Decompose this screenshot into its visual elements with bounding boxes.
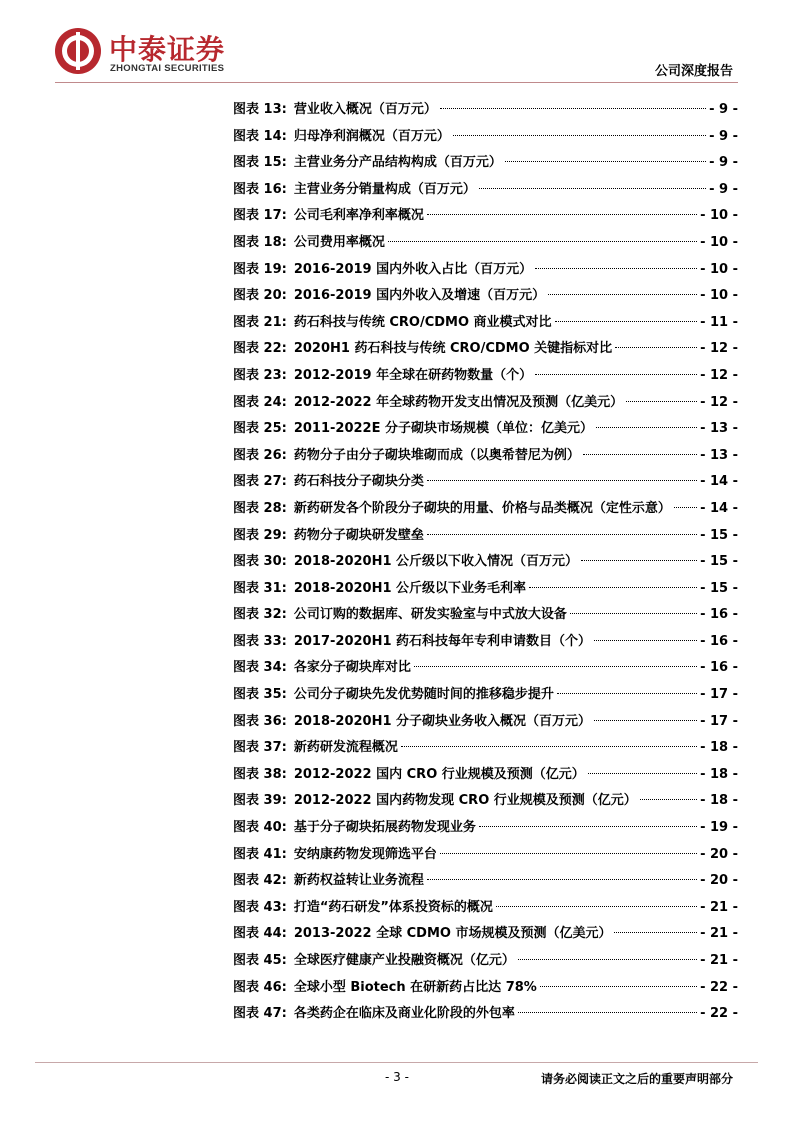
toc-dot-leader [388, 241, 697, 242]
toc-entry[interactable] [233, 577, 738, 604]
toc-entry-title: 2016-2019 国内外收入及增速（百万元） [293, 288, 546, 304]
toc-entry-number: 图表 33: [233, 633, 287, 649]
toc-entry-title: 2011-2022E 分子砌块市场规模（单位：亿美元） [293, 421, 593, 437]
toc-entry-number: 图表 31: [233, 580, 287, 596]
toc-entry[interactable] [233, 258, 738, 285]
toc-entry-title: 公司费用率概况 [293, 234, 385, 250]
company-logo [55, 24, 255, 84]
toc-entry-number: 图表 42: [233, 873, 287, 889]
toc-entry-title: 2012-2022 国内 CRO 行业规模及预测（亿元） [293, 766, 585, 782]
toc-entry-page: - 21 - [700, 926, 738, 942]
toc-entry-number: 图表 26: [233, 447, 287, 463]
toc-entry-number: 图表 34: [233, 660, 287, 676]
toc-entry[interactable] [233, 683, 738, 710]
toc-entry-number: 图表 35: [233, 687, 287, 703]
toc-entry-number: 图表 27: [233, 474, 287, 490]
toc-entry-title: 2018-2020H1 公斤级以下收入情况（百万元） [293, 554, 579, 570]
toc-dot-leader [427, 480, 697, 481]
toc-entry-page: - 11 - [700, 314, 738, 330]
toc-entry-page: - 22 - [700, 1006, 738, 1022]
toc-entry-number: 图表 29: [233, 527, 287, 543]
toc-dot-leader [529, 587, 697, 588]
disclaimer-note: 请务必阅读正文之后的重要声明部分 [540, 1072, 733, 1086]
toc-entry-number: 图表 18: [233, 234, 287, 250]
toc-entry-number: 图表 13: [233, 102, 287, 117]
toc-entry-number: 图表 23: [233, 367, 287, 383]
toc-entry-page: - 20 - [700, 846, 738, 862]
toc-entry-page: - 16 - [700, 660, 738, 676]
toc-entry-number: 图表 47: [233, 1006, 287, 1022]
toc-entry-title: 药物分子由分子砌块堆砌而成（以奥希替尼为例） [293, 447, 580, 463]
toc-entry-number: 图表 17: [233, 208, 287, 224]
toc-dot-leader [588, 773, 697, 774]
toc-entry[interactable] [233, 976, 738, 1003]
toc-entry-title: 公司订购的数据库、研发实验室与中式放大设备 [293, 607, 567, 623]
toc-entry[interactable] [233, 311, 738, 338]
toc-entry-number: 图表 24: [233, 394, 287, 410]
header-divider [55, 82, 738, 83]
toc-entry-title: 公司分子砌块先发优势随时间的推移稳步提升 [293, 687, 554, 703]
toc-entry[interactable] [233, 550, 738, 577]
toc-entry[interactable] [233, 869, 738, 896]
toc-entry-title: 2018-2020H1 公斤级以下业务毛利率 [293, 580, 527, 596]
toc-entry-number: 图表 43: [233, 899, 287, 915]
toc-entry-page: - 18 - [700, 766, 738, 782]
toc-entry[interactable] [233, 151, 738, 178]
toc-entry-title: 2012-2022 国内药物发现 CRO 行业规模及预测（亿元） [293, 793, 637, 809]
toc-dot-leader [594, 640, 697, 641]
toc-entry-title: 新药权益转让业务流程 [293, 873, 424, 889]
toc-entry[interactable] [233, 284, 738, 311]
toc-dot-leader [440, 108, 706, 109]
toc-entry-title: 2017-2020H1 药石科技每年专利申请数目（个） [293, 633, 592, 649]
toc-entry-number: 图表 22: [233, 341, 287, 357]
toc-dot-leader [557, 693, 697, 694]
toc-entry[interactable] [233, 710, 738, 737]
logo-english-name: ZHONGTAI SECURITIES [110, 63, 225, 74]
toc-dot-leader [479, 188, 706, 189]
toc-entry-page: - 15 - [700, 527, 738, 543]
toc-dot-leader [540, 986, 697, 987]
toc-entry[interactable] [233, 656, 738, 683]
toc-entry-number: 图表 28: [233, 500, 287, 516]
toc-entry-page: - 15 - [700, 554, 738, 570]
toc-entry[interactable] [233, 470, 738, 497]
toc-entry-number: 图表 16: [233, 181, 287, 197]
toc-entry-page: - 12 - [700, 394, 738, 410]
toc-entry-title: 各家分子砌块库对比 [293, 660, 411, 676]
page-number: - 3 - [385, 1070, 409, 1084]
toc-entry[interactable] [233, 1002, 738, 1029]
toc-dot-leader [453, 135, 706, 136]
toc-dot-leader [401, 746, 697, 747]
report-type-label: 公司深度报告 [654, 64, 733, 79]
toc-dot-leader [518, 1012, 697, 1013]
toc-entry-title: 营业收入概况（百万元） [293, 102, 437, 117]
toc-entry-title: 2018-2020H1 分子砌块业务收入概况（百万元） [293, 713, 592, 729]
figure-index-list [233, 98, 738, 1029]
toc-dot-leader [518, 959, 697, 960]
toc-entry-number: 图表 21: [233, 314, 287, 330]
toc-dot-leader [414, 666, 697, 667]
toc-entry[interactable] [233, 816, 738, 843]
toc-entry-page: - 21 - [700, 953, 738, 968]
toc-dot-leader [596, 427, 697, 428]
toc-entry-page: - 16 - [700, 633, 738, 649]
toc-entry-page: - 14 - [700, 500, 738, 516]
toc-dot-leader [440, 853, 697, 854]
toc-dot-leader [535, 268, 697, 269]
toc-dot-leader [570, 613, 697, 614]
toc-entry[interactable] [233, 364, 738, 391]
toc-entry-title: 药石科技分子砌块分类 [293, 474, 424, 490]
toc-entry-page: - 17 - [700, 687, 738, 703]
toc-entry-title: 打造“药石研发”体系投资标的概况 [293, 899, 493, 915]
toc-entry[interactable] [233, 98, 738, 125]
toc-entry-number: 图表 40: [233, 820, 287, 836]
toc-entry[interactable] [233, 789, 738, 816]
toc-entry-number: 图表 46: [233, 979, 287, 995]
toc-entry-title: 主营业务分销量构成（百万元） [293, 181, 476, 197]
toc-entry[interactable] [233, 204, 738, 231]
toc-dot-leader [555, 321, 698, 322]
toc-entry-title: 主营业务分产品结构构成（百万元） [293, 155, 502, 171]
toc-entry-title: 2020H1 药石科技与传统 CRO/CDMO 关键指标对比 [293, 341, 613, 357]
toc-entry-page: - 14 - [700, 474, 738, 490]
toc-entry[interactable] [233, 417, 738, 444]
toc-entry-number: 图表 20: [233, 288, 287, 304]
toc-entry-number: 图表 44: [233, 926, 287, 942]
toc-entry-page: - 12 - [700, 341, 738, 357]
toc-entry-page: - 18 - [700, 740, 738, 756]
toc-entry-title: 新药研发各个阶段分子砌块的用量、价格与品类概况（定性示意） [293, 500, 671, 516]
toc-entry-number: 图表 41: [233, 846, 287, 862]
toc-entry-number: 图表 15: [233, 155, 287, 171]
toc-entry-page: - 10 - [700, 208, 738, 224]
toc-entry[interactable] [233, 125, 738, 152]
toc-entry-title: 基于分子砌块拓展药物发现业务 [293, 820, 476, 836]
toc-dot-leader [427, 534, 697, 535]
toc-entry-number: 图表 32: [233, 607, 287, 623]
toc-dot-leader [427, 879, 697, 880]
toc-entry[interactable] [233, 630, 738, 657]
toc-entry-number: 图表 37: [233, 740, 287, 756]
toc-entry[interactable] [233, 763, 738, 790]
toc-entry-page: - 10 - [700, 234, 738, 250]
toc-entry-page: - 9 - [709, 181, 738, 197]
toc-entry-number: 图表 39: [233, 793, 287, 809]
toc-entry-title: 2016-2019 国内外收入占比（百万元） [293, 261, 533, 277]
toc-entry-title: 2013-2022 全球 CDMO 市场规模及预测（亿美元） [293, 926, 612, 942]
toc-entry-page: - 9 - [709, 155, 738, 171]
toc-entry[interactable] [233, 922, 738, 949]
toc-entry-page: - 15 - [700, 580, 738, 596]
toc-dot-leader [496, 906, 697, 907]
toc-entry-page: - 20 - [700, 873, 738, 889]
toc-dot-leader [626, 401, 697, 402]
toc-entry-number: 图表 45: [233, 953, 287, 968]
toc-dot-leader [583, 454, 697, 455]
toc-dot-leader [535, 374, 697, 375]
toc-entry[interactable] [233, 231, 738, 258]
toc-dot-leader [615, 347, 697, 348]
toc-entry-page: - 18 - [700, 793, 738, 809]
toc-dot-leader [548, 294, 697, 295]
toc-entry-title: 药石科技与传统 CRO/CDMO 商业模式对比 [293, 314, 552, 330]
toc-entry[interactable] [233, 178, 738, 205]
toc-entry-title: 归母净利润概况（百万元） [293, 128, 450, 144]
toc-entry[interactable] [233, 896, 738, 923]
toc-entry-page: - 13 - [700, 421, 738, 437]
toc-entry[interactable] [233, 736, 738, 763]
toc-entry-page: - 16 - [700, 607, 738, 623]
toc-entry-page: - 10 - [700, 261, 738, 277]
toc-dot-leader [614, 932, 697, 933]
toc-entry[interactable] [233, 391, 738, 418]
toc-entry-title: 全球小型 Biotech 在研新药占比达 78% [293, 979, 537, 995]
toc-dot-leader [581, 560, 697, 561]
toc-entry-title: 新药研发流程概况 [293, 740, 398, 756]
toc-entry-page: - 10 - [700, 288, 738, 304]
toc-entry-title: 安纳康药物发现筛选平台 [293, 846, 437, 862]
toc-dot-leader [427, 214, 697, 215]
toc-entry[interactable] [233, 497, 738, 524]
toc-dot-leader [505, 161, 706, 162]
toc-entry-number: 图表 38: [233, 766, 287, 782]
toc-entry-title: 公司毛利率净利率概况 [293, 208, 424, 224]
toc-dot-leader [594, 720, 697, 721]
toc-entry-page: - 12 - [700, 367, 738, 383]
toc-entry-page: - 21 - [700, 899, 738, 915]
toc-entry-page: - 22 - [700, 979, 738, 995]
toc-entry[interactable] [233, 603, 738, 630]
toc-entry-page: - 9 - [709, 128, 738, 144]
toc-entry-page: - 9 - [709, 102, 738, 117]
toc-entry-title: 2012-2019 年全球在研药物数量（个） [293, 367, 533, 383]
toc-entry-number: 图表 19: [233, 261, 287, 277]
toc-entry[interactable] [233, 843, 738, 870]
toc-entry-number: 图表 25: [233, 421, 287, 437]
toc-entry-page: - 13 - [700, 447, 738, 463]
logo-chinese-name: 中泰证券 [109, 33, 226, 66]
toc-entry-title: 药物分子砌块研发壁垒 [293, 527, 424, 543]
toc-dot-leader [479, 826, 697, 827]
toc-entry-page: - 19 - [700, 820, 738, 836]
toc-entry[interactable] [233, 949, 738, 976]
toc-dot-leader [674, 507, 697, 508]
logo-emblem-icon [55, 28, 101, 74]
toc-entry-title: 2012-2022 年全球药物开发支出情况及预测（亿美元） [293, 394, 624, 410]
toc-entry[interactable] [233, 524, 738, 551]
toc-entry-number: 图表 14: [233, 128, 287, 144]
footer-divider [35, 1062, 758, 1063]
toc-entry-page: - 17 - [700, 713, 738, 729]
toc-dot-leader [640, 799, 697, 800]
toc-entry[interactable] [233, 337, 738, 364]
toc-entry-number: 图表 36: [233, 713, 287, 729]
toc-entry-title: 各类药企在临床及商业化阶段的外包率 [293, 1006, 515, 1022]
toc-entry-title: 全球医疗健康产业投融资概况（亿元） [293, 953, 515, 968]
toc-entry[interactable] [233, 444, 738, 471]
toc-entry-number: 图表 30: [233, 554, 287, 570]
